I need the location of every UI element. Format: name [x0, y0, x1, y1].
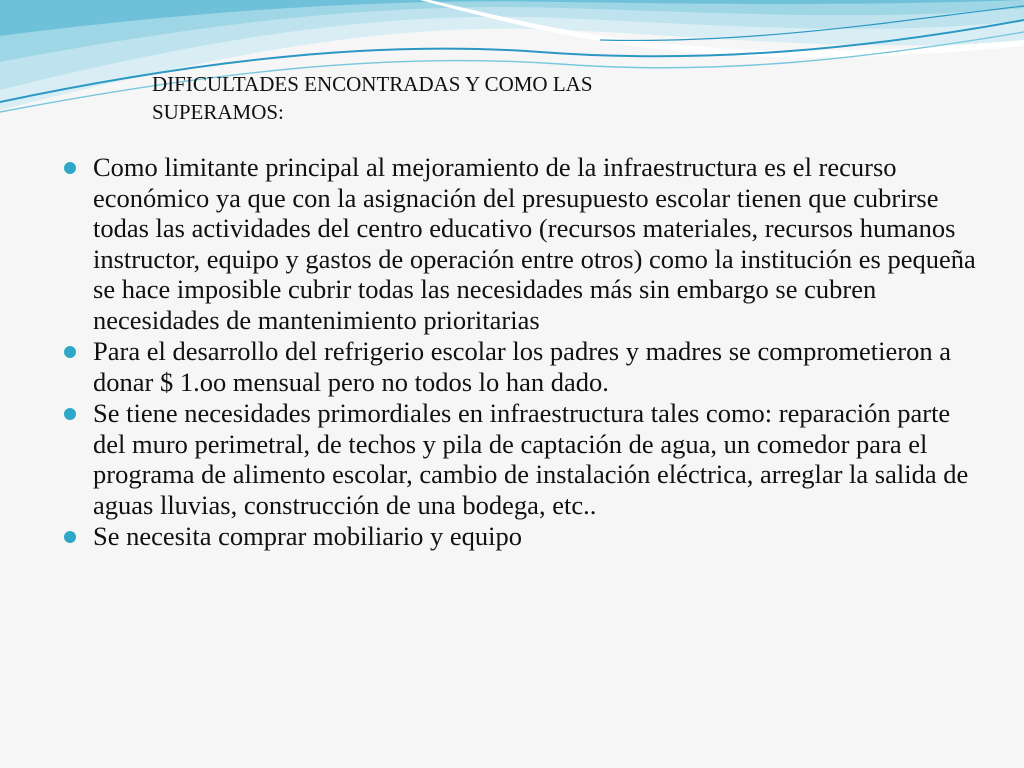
bullet-item [58, 398, 978, 520]
bullet-dot-icon [64, 531, 76, 543]
bullet-dot-icon [64, 162, 76, 174]
bullet-text: Se necesita comprar mobiliario y equipo [93, 521, 523, 551]
slide-title: DIFICULTADES ENCONTRADAS Y COMO LAS SUPERAMOS: [152, 72, 593, 124]
bullet-item [58, 521, 978, 552]
bullet-text: Se tiene necesidades primordiales en infraestructura tales como: reparación parte del muro perimetral, de techos y pila de captación de agua, un comedor para el programa de alimento escolar, cambio de instalación eléctrica, arreglar la salida de aguas lluvias, construcción de una bodega, etc.. [93, 398, 969, 520]
bullet-item [58, 152, 978, 335]
bullet-list [58, 152, 978, 553]
bullet-dot-icon [64, 408, 76, 420]
bullet-item [58, 336, 978, 397]
bullet-text: Para el desarrollo del refrigerio escolar los padres y madres se comprometieron a donar $ 1.oo mensual pero no todos lo han dado. [93, 336, 951, 397]
bullet-text: Como limitante principal al mejoramiento de la infraestructura es el recurso económico ya que con la asignación del presupuesto escolar tienen que cubrirse todas las actividades del centro educativo (recursos materiales, recursos humanos instructor, equipo y gastos de operación entre otros) como la institución es pequeña se hace imposible cubrir todas las necesidades más sin embargo se cubren necesidades de mantenimiento prioritarias [93, 152, 976, 335]
bullet-dot-icon [64, 346, 76, 358]
